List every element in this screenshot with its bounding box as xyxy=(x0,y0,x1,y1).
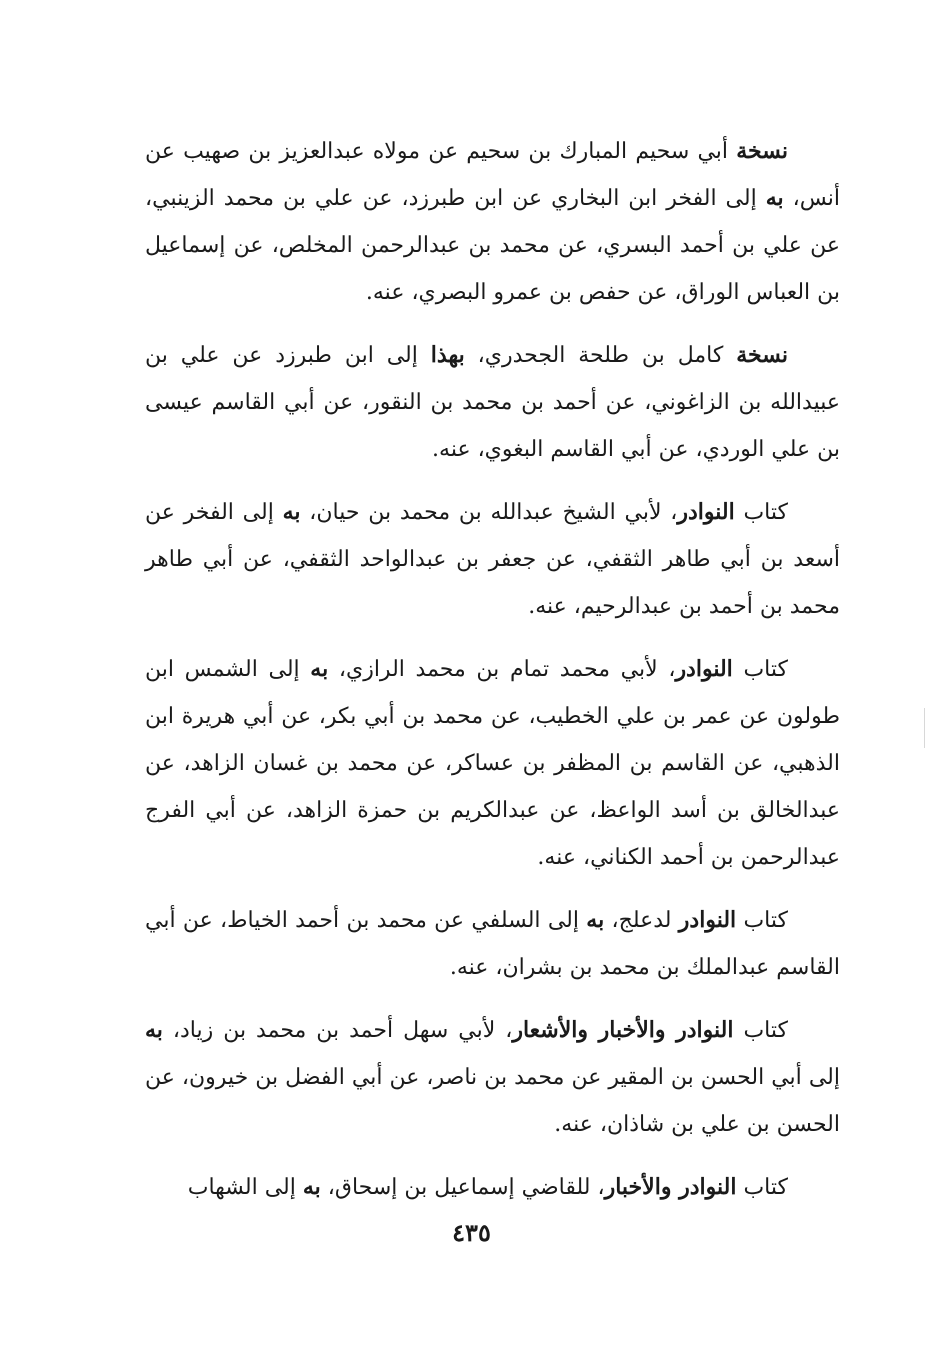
entry-title: النوادر xyxy=(675,656,733,682)
paragraph-7 xyxy=(145,1164,840,1211)
entry-title: النوادر والأخبار xyxy=(604,1174,737,1200)
entry-text: كامل بن طلحة الجحدري، xyxy=(464,343,737,368)
entry-text: إلى أبي الحسن بن المقير عن محمد بن ناصر، عن أبي الفضل بن خيرون، عن الحسن بن علي بن شاذان، عنه. xyxy=(145,1065,840,1137)
entry-lead: كتاب xyxy=(736,1175,788,1200)
entry-text: لدعلج، xyxy=(604,908,679,933)
entry-title: النوادر xyxy=(678,907,737,933)
entry-keyword: به xyxy=(302,1174,321,1200)
entry-keyword: به xyxy=(282,499,301,525)
entry-text: إلى ابن طبرزد عن علي بن عبيدالله بن الزاغوني، عن أحمد بن محمد بن النقور، عن أبي القاسم عيسى بن علي الوردي، عن أبي القاسم البغوي، عنه. xyxy=(145,343,840,462)
entry-lead: نسخة xyxy=(736,342,788,368)
entry-title: النوادر والأخبار والأشعار xyxy=(512,1017,734,1043)
entry-keyword: به xyxy=(765,185,784,211)
entry-text: ، لأبي سهل أحمد بن محمد بن زياد، xyxy=(162,1018,513,1043)
paragraph-6 xyxy=(145,1007,840,1148)
entry-title: النوادر xyxy=(677,499,735,525)
scan-edge-mark xyxy=(924,708,925,748)
page-number: ٤٣٥ xyxy=(452,1218,491,1247)
paragraph-5 xyxy=(145,897,840,991)
entry-text: إلى الفخر عن أسعد بن أبي طاهر الثقفي، عن جعفر بن عبدالواحد الثقفي، عن أبي طاهر محمد بن أحمد بن عبدالرحيم، عنه. xyxy=(145,500,840,619)
entry-text: إلى السلفي عن محمد بن أحمد الخياط، عن أبي القاسم عبدالملك بن محمد بن بشران، عنه. xyxy=(145,908,840,980)
entry-text: إلى الشمس ابن طولون عن عمر بن علي الخطيب، عن محمد بن أبي بكر، عن أبي هريرة ابن الذهبي، عن القاسم بن المظفر بن عساكر، عن محمد بن غسان الزاهد، عن عبدالخالق بن أسد الواعظ، عن عبدالكريم بن حمزة الزاهد، عن أبي الفرج عبدالرحمن بن أحمد الكناني، عنه. xyxy=(145,657,840,870)
entry-text: إلى الشهاب xyxy=(187,1175,303,1200)
entry-text: ، للقاضي إسماعيل بن إسحاق، xyxy=(320,1175,605,1200)
entry-lead: نسخة xyxy=(736,138,788,164)
entry-lead: كتاب xyxy=(734,500,789,525)
entry-text: إلى الفخر ابن البخاري عن ابن طبرزد، عن علي بن محمد الزينبي، عن علي بن أحمد البسري، عن محمد بن عبدالرحمن المخلص، عن إسماعيل بن العباس الوراق، عن حفص بن عمرو البصري، عنه. xyxy=(145,186,840,305)
entry-keyword: به xyxy=(586,907,605,933)
entry-text: ، لأبي محمد تمام بن محمد الرازي، xyxy=(328,657,676,682)
paragraph-2 xyxy=(145,332,840,473)
entry-lead: كتاب xyxy=(733,1018,788,1043)
entry-keyword: به xyxy=(145,1017,163,1043)
entry-keyword: به xyxy=(310,656,329,682)
document-body xyxy=(145,128,840,1227)
entry-text: أبي سحيم المبارك بن سحيم عن مولاه عبدالعزيز بن صهيب عن أنس، xyxy=(145,139,840,211)
entry-text: ، لأبي الشيخ عبدالله بن محمد بن حيان، xyxy=(300,500,678,525)
entry-keyword: بهذا xyxy=(430,342,465,368)
paragraph-1 xyxy=(145,128,840,316)
entry-lead: كتاب xyxy=(736,908,788,933)
entry-lead: كتاب xyxy=(732,657,788,682)
paragraph-4 xyxy=(145,646,840,881)
paragraph-3 xyxy=(145,489,840,630)
